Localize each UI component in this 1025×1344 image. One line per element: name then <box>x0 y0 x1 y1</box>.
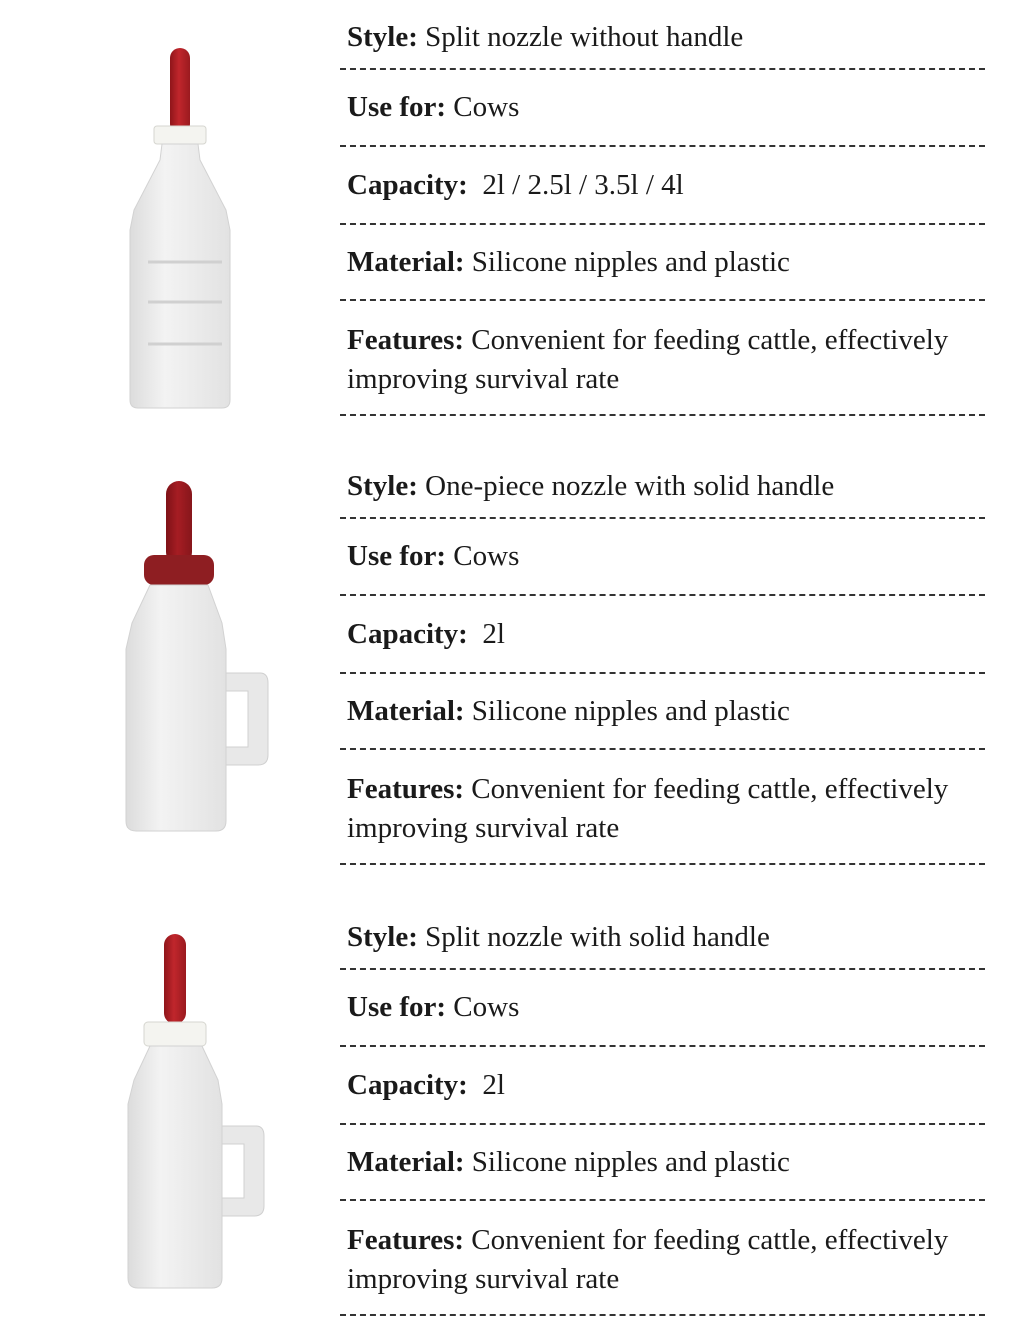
spec-style <box>340 900 985 970</box>
spec-features <box>340 1201 985 1316</box>
spec-label: Features: <box>347 772 465 805</box>
spec-label: Use for: <box>347 991 447 1023</box>
spec-value: Split nozzle without handle <box>425 21 744 53</box>
spec-capacity <box>340 147 985 225</box>
spec-value: 2l <box>475 1068 505 1101</box>
spec-material <box>340 225 985 301</box>
spec-label: Material: <box>347 694 465 727</box>
spec-features <box>340 750 985 865</box>
spec-value: Silicone nipples and plastic <box>471 245 790 278</box>
spec-label: Capacity: <box>347 1068 468 1101</box>
product-image-2 <box>110 473 300 853</box>
spec-use-for <box>340 70 985 147</box>
spec-value: 2l <box>475 617 505 650</box>
spec-material <box>340 674 985 750</box>
feeding-bottle-image <box>110 40 300 420</box>
spec-use-for <box>340 519 985 596</box>
spec-value: Cows <box>453 540 520 572</box>
spec-list-1 <box>340 0 985 416</box>
spec-style <box>340 449 985 519</box>
spec-label: Style: <box>347 21 418 53</box>
spec-label: Capacity: <box>347 168 468 201</box>
spec-value: Cows <box>453 991 520 1023</box>
spec-style <box>340 0 985 70</box>
spec-label: Style: <box>347 470 418 502</box>
spec-value: Silicone nipples and plastic <box>471 694 790 727</box>
feeding-bottle-image <box>110 926 300 1306</box>
spec-value: Cows <box>453 91 520 123</box>
feeding-bottle-image <box>110 473 300 853</box>
spec-value: Convenient for feeding cattle, effectively improving survival rate <box>347 1223 949 1295</box>
spec-value: Split nozzle with solid handle <box>425 921 770 953</box>
spec-label: Use for: <box>347 540 447 572</box>
spec-label: Use for: <box>347 91 447 123</box>
spec-list-2 <box>340 449 985 865</box>
spec-list-3 <box>340 900 985 1316</box>
spec-label: Material: <box>347 245 465 278</box>
spec-capacity <box>340 1047 985 1125</box>
spec-features <box>340 301 985 416</box>
spec-label: Features: <box>347 323 465 356</box>
spec-capacity <box>340 596 985 674</box>
spec-value: Convenient for feeding cattle, effectively improving survival rate <box>347 323 949 395</box>
spec-value: 2l / 2.5l / 3.5l / 4l <box>475 168 684 201</box>
spec-value: Convenient for feeding cattle, effectively improving survival rate <box>347 772 949 844</box>
spec-label: Features: <box>347 1223 465 1256</box>
product-image-1 <box>110 40 300 420</box>
spec-use-for <box>340 970 985 1047</box>
spec-value: Silicone nipples and plastic <box>471 1145 790 1178</box>
spec-material <box>340 1125 985 1201</box>
product-image-3 <box>110 926 300 1306</box>
spec-value: One-piece nozzle with solid handle <box>425 470 835 502</box>
spec-label: Capacity: <box>347 617 468 650</box>
spec-label: Material: <box>347 1145 465 1178</box>
spec-label: Style: <box>347 921 418 953</box>
